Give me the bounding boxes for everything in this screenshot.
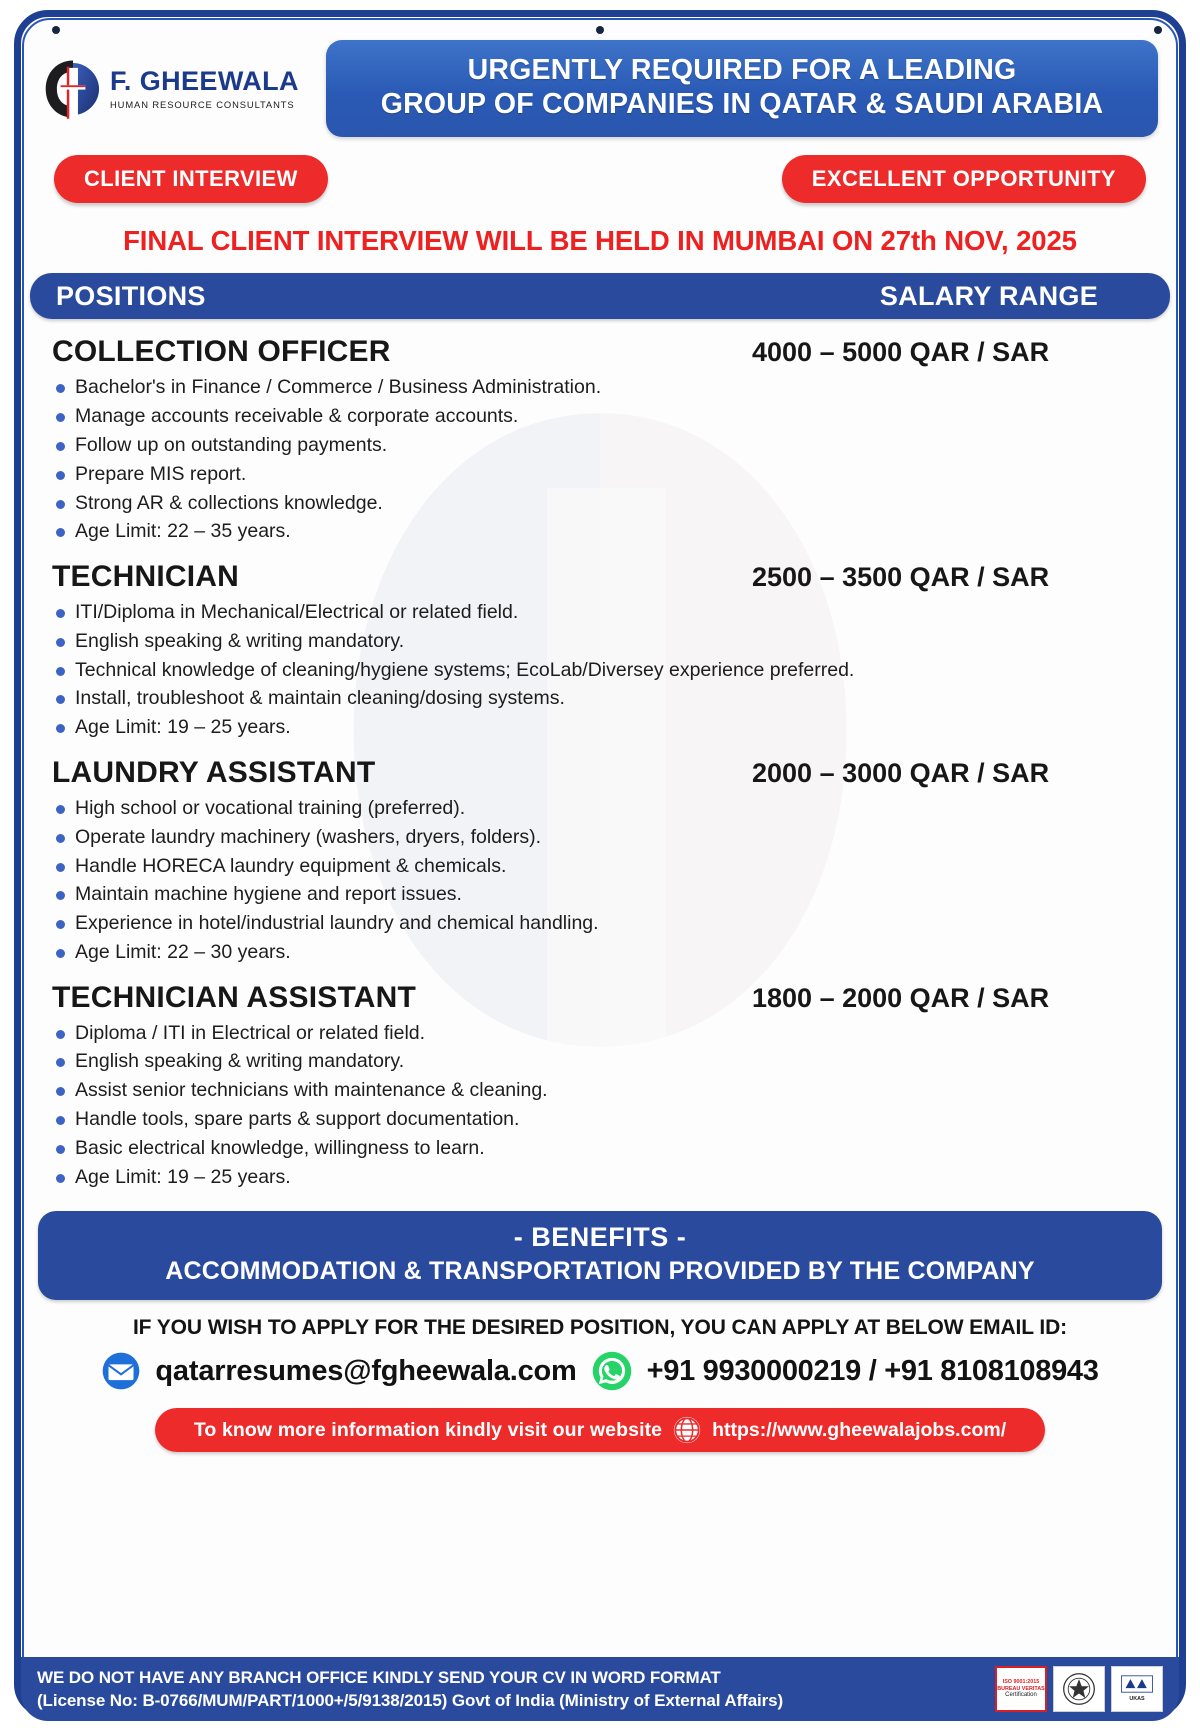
- footer-bar: [21, 1657, 1179, 1721]
- list-item: [36, 883, 1164, 907]
- job-salary: 2500 – 3500 QAR / SAR: [752, 562, 1050, 593]
- ukas-label: UKAS: [1129, 1696, 1145, 1703]
- email-icon: [101, 1351, 141, 1391]
- list-item: [36, 376, 1164, 400]
- job-entry: [36, 335, 1164, 544]
- header-line-2: GROUP OF COMPANIES IN QATAR & SAUDI ARABIA: [380, 88, 1104, 121]
- list-item-text: Age Limit: 22 – 35 years.: [75, 520, 291, 543]
- list-item: [36, 1137, 1164, 1161]
- list-item-text: Operate laundry machinery (washers, dryers, folders).: [75, 825, 542, 848]
- list-item-text: English speaking & writing mandatory.: [75, 1050, 405, 1073]
- bureau-veritas-cert-icon: [995, 1666, 1047, 1712]
- list-item-text: Technical knowledge of cleaning/hygiene systems; EcoLab/Diversey experience preferred.: [75, 658, 855, 681]
- job-title-row: [36, 756, 1164, 790]
- list-item-text: Assist senior technicians with maintenance & cleaning.: [75, 1079, 548, 1102]
- job-requirements: [36, 797, 1164, 965]
- brand-name: F. GHEEWALA: [110, 65, 299, 96]
- list-item-text: Maintain machine hygiene and report issues.: [75, 883, 462, 906]
- client-interview-badge: CLIENT INTERVIEW: [54, 155, 328, 203]
- bullet-dot-icon: [56, 1145, 65, 1154]
- globe-icon: [672, 1415, 702, 1445]
- bullet-dot-icon: [56, 1116, 65, 1125]
- job-requirements: [36, 376, 1164, 544]
- bullet-dot-icon: [56, 413, 65, 422]
- jobs-list: [30, 335, 1170, 1189]
- footer-line-1: WE DO NOT HAVE ANY BRANCH OFFICE KINDLY SEND YOUR CV IN WORD FORMAT: [37, 1667, 721, 1687]
- list-item-text: Age Limit: 22 – 30 years.: [75, 940, 291, 963]
- list-item: [36, 434, 1164, 458]
- job-requirements: [36, 1022, 1164, 1190]
- list-item: [36, 716, 1164, 740]
- job-requirements: [36, 601, 1164, 740]
- list-item-text: Strong AR & collections knowledge.: [75, 491, 383, 514]
- positions-column-header: POSITIONS: [56, 280, 206, 311]
- list-item-text: Install, troubleshoot & maintain cleaning/dosing systems.: [75, 687, 565, 710]
- bullet-dot-icon: [56, 638, 65, 647]
- job-title: TECHNICIAN: [52, 560, 239, 594]
- interview-announcement: FINAL CLIENT INTERVIEW WILL BE HELD IN MUMBAI ON 27th NOV, 2025: [123, 225, 1077, 257]
- job-entry: [36, 560, 1164, 740]
- bullet-dot-icon: [56, 863, 65, 872]
- gheewala-logo-icon: [42, 58, 104, 120]
- emblem-cert-icon: [1053, 1666, 1105, 1712]
- list-item-text: Experience in hotel/industrial laundry and chemical handling.: [75, 912, 599, 935]
- footer-line-2: (License No: B-0766/MUM/PART/1000+/5/9138/2015) Govt of India (Ministry of External Affairs): [37, 1690, 784, 1710]
- list-item: [36, 492, 1164, 516]
- positions-salary-header: [30, 273, 1170, 319]
- list-item-text: Prepare MIS report.: [75, 462, 247, 485]
- ukas-cert-icon: [1111, 1666, 1163, 1712]
- benefits-title: - BENEFITS -: [513, 1222, 687, 1253]
- list-item-text: Manage accounts receivable & corporate accounts.: [75, 405, 519, 428]
- bullet-dot-icon: [56, 384, 65, 393]
- cert-certification-text: Certification: [1005, 1691, 1037, 1698]
- list-item: [36, 659, 1164, 683]
- list-item: [36, 601, 1164, 625]
- whatsapp-numbers[interactable]: +91 9930000219 / +91 8108108943: [646, 1354, 1099, 1387]
- job-salary: 1800 – 2000 QAR / SAR: [752, 982, 1050, 1013]
- poster-content: [30, 26, 1170, 1452]
- contact-row: [30, 1350, 1170, 1392]
- list-item: [36, 520, 1164, 544]
- list-item-text: Age Limit: 19 – 25 years.: [75, 716, 291, 739]
- list-item-text: Handle HORECA laundry equipment & chemicals.: [75, 854, 507, 877]
- job-entry: [36, 756, 1164, 965]
- bullet-dot-icon: [56, 695, 65, 704]
- header-row: [30, 26, 1170, 141]
- list-item: [36, 463, 1164, 487]
- benefits-detail: ACCOMMODATION & TRANSPORTATION PROVIDED BY THE COMPANY: [165, 1257, 1035, 1286]
- bullet-dot-icon: [56, 471, 65, 480]
- job-salary: 4000 – 5000 QAR / SAR: [752, 337, 1050, 368]
- bullet-dot-icon: [56, 1030, 65, 1039]
- list-item-text: High school or vocational training (preferred).: [75, 796, 466, 819]
- list-item-text: ITI/Diploma in Mechanical/Electrical or related field.: [75, 601, 519, 624]
- bullet-dot-icon: [56, 1087, 65, 1096]
- bullet-dot-icon: [56, 609, 65, 618]
- header-banner: [326, 40, 1158, 137]
- list-item: [36, 912, 1164, 936]
- list-item: [36, 855, 1164, 879]
- salary-column-header: SALARY RANGE: [879, 280, 1098, 311]
- brand-logo-text: [110, 65, 299, 110]
- list-item: [36, 1079, 1164, 1103]
- ukas-mark-icon: [1120, 1675, 1154, 1693]
- bullet-dot-icon: [56, 667, 65, 676]
- email-address[interactable]: qatarresumes@fgheewala.com: [155, 1354, 577, 1387]
- bullet-dot-icon: [56, 500, 65, 509]
- list-item: [36, 687, 1164, 711]
- job-title: TECHNICIAN ASSISTANT: [52, 980, 416, 1014]
- list-item: [36, 1050, 1164, 1074]
- list-item-text: Bachelor's in Finance / Commerce / Business Administration.: [75, 376, 602, 399]
- benefits-banner: [38, 1211, 1162, 1300]
- job-title: COLLECTION OFFICER: [52, 335, 391, 369]
- certification-logos: [995, 1666, 1163, 1712]
- job-title-row: [36, 560, 1164, 594]
- cert-iso-text: ISO 9001:2015: [1002, 1679, 1040, 1686]
- list-item: [36, 797, 1164, 821]
- footer-text: [37, 1668, 783, 1711]
- list-item-text: Follow up on outstanding payments.: [75, 433, 388, 456]
- list-item: [36, 1166, 1164, 1190]
- bullet-dot-icon: [56, 834, 65, 843]
- whatsapp-icon: [591, 1350, 633, 1392]
- bullet-dot-icon: [56, 1058, 65, 1067]
- government-emblem-icon: [1061, 1671, 1097, 1707]
- job-title-row: [36, 981, 1164, 1015]
- list-item-text: English speaking & writing mandatory.: [75, 629, 405, 652]
- list-item: [36, 826, 1164, 850]
- list-item: [36, 1022, 1164, 1046]
- list-item-text: Basic electrical knowledge, willingness to learn.: [75, 1136, 485, 1159]
- bullet-dot-icon: [56, 920, 65, 929]
- list-item-text: Diploma / ITI in Electrical or related field.: [75, 1021, 426, 1044]
- excellent-opportunity-badge: EXCELLENT OPPORTUNITY: [782, 155, 1146, 203]
- bullet-dot-icon: [56, 1174, 65, 1183]
- badges-row: [30, 155, 1170, 219]
- list-item: [36, 630, 1164, 654]
- job-salary: 2000 – 3000 QAR / SAR: [752, 757, 1050, 788]
- job-entry: [36, 981, 1164, 1190]
- brand-subtitle: HUMAN RESOURCE CONSULTANTS: [110, 98, 295, 110]
- website-bar[interactable]: [155, 1408, 1045, 1452]
- list-item-text: Age Limit: 19 – 25 years.: [75, 1165, 291, 1188]
- apply-instruction: IF YOU WISH TO APPLY FOR THE DESIRED POSITION, YOU CAN APPLY AT BELOW EMAIL ID:: [132, 1316, 1068, 1340]
- job-title: LAUNDRY ASSISTANT: [52, 755, 376, 789]
- brand-logo: [42, 58, 312, 120]
- bullet-dot-icon: [56, 724, 65, 733]
- header-line-1: URGENTLY REQUIRED FOR A LEADING: [467, 54, 1017, 86]
- bullet-dot-icon: [56, 891, 65, 900]
- job-title-row: [36, 335, 1164, 369]
- bullet-dot-icon: [56, 442, 65, 451]
- list-item: [36, 941, 1164, 965]
- cert-bv-text: BUREAU VERITAS: [997, 1685, 1045, 1692]
- bullet-dot-icon: [56, 528, 65, 537]
- website-url[interactable]: https://www.gheewalajobs.com/: [712, 1418, 1007, 1441]
- bullet-dot-icon: [56, 805, 65, 814]
- list-item: [36, 1108, 1164, 1132]
- list-item: [36, 405, 1164, 429]
- website-bar-text: To know more information kindly visit our website: [193, 1418, 663, 1441]
- list-item-text: Handle tools, spare parts & support documentation.: [75, 1108, 520, 1130]
- bullet-dot-icon: [56, 949, 65, 958]
